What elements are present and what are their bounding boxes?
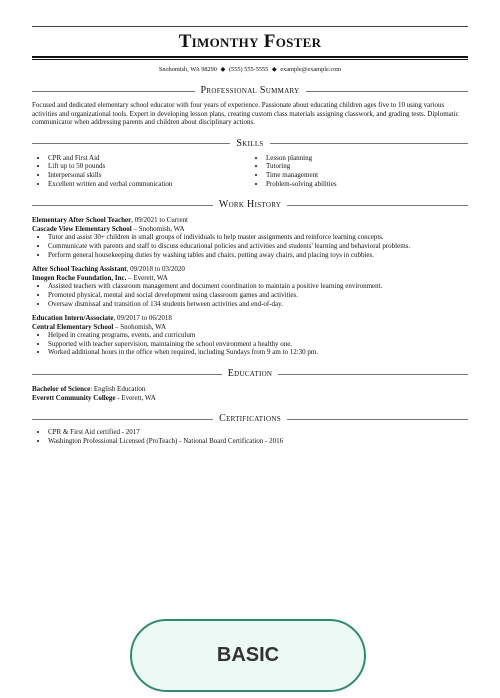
job-dates: , 09/2018 to 03/2020 <box>126 265 185 274</box>
summary-title: Professional Summary <box>200 85 300 96</box>
skill-item: • Lesson planning <box>266 154 468 163</box>
education-entry <box>32 385 468 402</box>
contact-location: Snohomish, WA 98290 <box>158 66 217 73</box>
certifications-heading <box>32 414 468 424</box>
job-bullet: • Perform general housekeeping duties by washing tables and chairs, putting away chairs, and placing toys in cubbies. <box>48 251 468 260</box>
certification-item: • Washington Professional Licensed (ProTeach) - National Board Certification - 2016 <box>48 437 468 446</box>
certifications-list <box>32 428 468 445</box>
job-bullet: • Oversaw dismissal and transition of 134 students between activities and end-of-day. <box>48 300 468 309</box>
education-school: Everett Community College <box>32 393 116 402</box>
skill-item: • Problem-solving abilities <box>266 180 468 189</box>
job-role: Education Intern/Associate <box>32 314 114 323</box>
skill-item: • Lift up to 50 pounds <box>48 162 250 171</box>
contact-separator: ◆ <box>271 66 277 73</box>
work-title: Work History <box>218 199 282 211</box>
template-badge-basic[interactable]: BASIC <box>130 619 366 692</box>
job-entry <box>32 265 468 308</box>
job-bullet: • Worked additional hours in the office when required, including Sundays from 9 am to 12:30 pm. <box>48 348 468 357</box>
contact-separator: ◆ <box>220 66 226 73</box>
education-field: : English Education <box>90 385 146 394</box>
summary-text: Focused and dedicated elementary school educator with four years of experience. Passionate about educating children ages five to 10 using various activities and organizational tools. Expert in developing lesson plans, creating custom class materials assigning classwork, and grading tests. Diplomatic communicator when addressing parents and children about disciplinary actions. <box>32 101 459 127</box>
education-location: - Everett, WA <box>115 393 156 402</box>
summary-heading <box>32 86 468 96</box>
job-entry <box>32 216 468 259</box>
job-bullet: • Supported with teacher supervision, maintaining the school environment a healthy one. <box>48 340 468 349</box>
job-employer: Cascade View Elementary School <box>32 224 132 233</box>
skill-item: • Tutoring <box>266 162 468 171</box>
top-rule <box>32 26 468 27</box>
contact-email: example@example.com <box>280 66 342 73</box>
job-bullet: • Promoted physical, mental and social development using classroom games and activities. <box>48 291 468 300</box>
skill-item: • Interpersonal skills <box>48 171 250 180</box>
job-dates: , 09/2021 to Current <box>131 216 188 225</box>
education-title: Education <box>227 368 273 380</box>
skills-heading <box>32 139 468 149</box>
job-bullet: • Communicate with parents and staff to discuss educational policies and activities and students' learning and behavioral problems. <box>48 242 468 251</box>
skill-item: • Time management <box>266 171 468 180</box>
certifications-title: Certifications <box>219 413 281 425</box>
education-degree: Bachelor of Science <box>32 385 91 394</box>
name-rule <box>32 56 468 58</box>
resume-name: Timonthy Foster <box>178 31 322 52</box>
job-bullet: • Tutor and assist 30+ children in small groups of individuals to help master assignments and reinforce learning concepts. <box>48 233 468 242</box>
job-role: Elementary After School Teacher <box>32 216 132 225</box>
name-rule-thin <box>32 59 468 60</box>
contact-line <box>32 66 468 74</box>
skill-item: • Excellent written and verbal communication <box>48 180 250 189</box>
job-entry <box>32 314 468 357</box>
job-role: After School Teaching Assistant <box>32 265 127 274</box>
work-heading <box>32 200 468 210</box>
job-employer: Imogen Roche Foundation, Inc. <box>32 273 127 282</box>
job-location: – Snohomish, WA <box>113 322 167 331</box>
job-bullet: • Helped in creating programs, events, and curriculum <box>48 331 468 340</box>
job-bullet: • Assisted teachers with classroom management and document coordination to maintain a positive learning environment. <box>48 282 468 291</box>
job-location: – Everett, WA <box>126 273 168 282</box>
job-location: – Snohomish, WA <box>131 224 185 233</box>
education-heading <box>32 369 468 379</box>
job-dates: , 09/2017 to 06/2018 <box>113 314 172 323</box>
certification-item: • CPR & First Aid certified - 2017 <box>48 428 468 437</box>
skills-title: Skills <box>236 137 264 149</box>
skill-item: • CPR and First Aid <box>48 154 250 163</box>
job-employer: Central Elementary School <box>32 322 114 331</box>
resume-page <box>32 26 468 445</box>
contact-phone: (555) 555-5555 <box>228 66 269 73</box>
skills-list <box>32 154 468 188</box>
